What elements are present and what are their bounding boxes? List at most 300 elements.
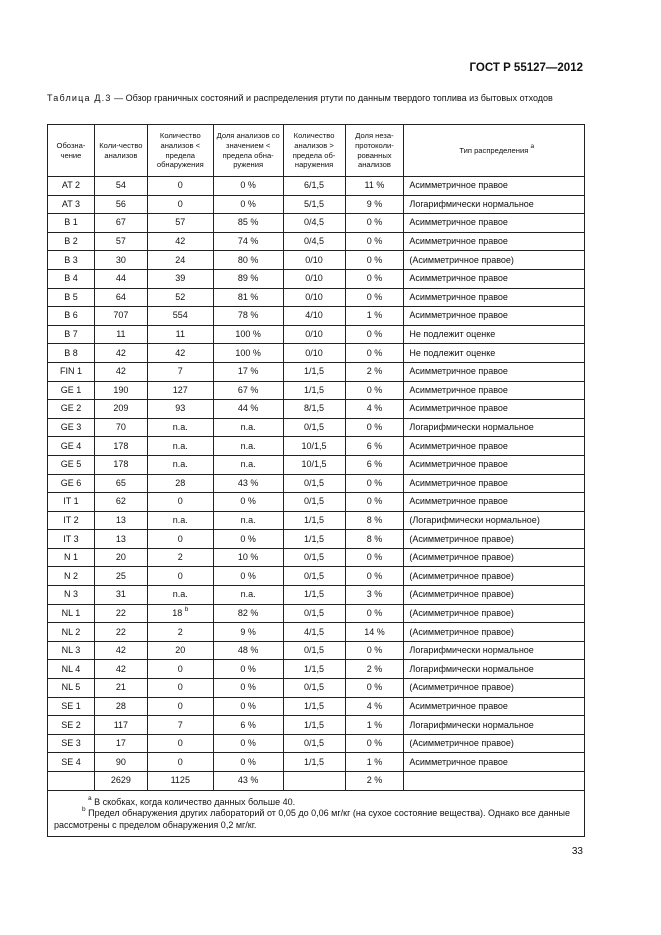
table-cell bbox=[94, 753, 147, 772]
table-cell bbox=[404, 474, 585, 493]
table-cell bbox=[48, 288, 95, 307]
table-cell-value: B 5 bbox=[64, 291, 78, 302]
table-cell-value: n.a. bbox=[172, 589, 188, 600]
table-cell-value: 52 bbox=[175, 291, 186, 302]
table-cell-value: 89 % bbox=[237, 273, 259, 284]
table-cell-value: 117 bbox=[113, 719, 129, 730]
table-cell bbox=[48, 474, 95, 493]
table-cell-value: 0 bbox=[177, 570, 183, 581]
table-cell-value: AT 2 bbox=[61, 180, 81, 191]
table-row bbox=[48, 269, 585, 288]
table-row bbox=[48, 641, 585, 660]
table-cell-value: 67 % bbox=[237, 384, 259, 395]
table-row bbox=[48, 381, 585, 400]
table-cell bbox=[48, 716, 95, 735]
table-cell bbox=[404, 307, 585, 326]
col-header-above-limit-count: Количество анализов > предела об-наружения bbox=[283, 125, 345, 177]
table-cell-value: Логарифмически нормальное bbox=[409, 663, 534, 674]
table-cell-value: IT 3 bbox=[63, 533, 79, 544]
table-cell bbox=[283, 548, 345, 567]
table-cell-value: 178 bbox=[113, 459, 129, 470]
table-cell-value: 10/1,5 bbox=[301, 440, 327, 451]
table-cell-value: 1/1,5 bbox=[304, 366, 325, 377]
table-cell bbox=[48, 418, 95, 437]
table-cell-value: 9 % bbox=[366, 198, 383, 209]
table-cell-value: (Асимметричное правое) bbox=[409, 552, 514, 563]
table-cell bbox=[147, 567, 213, 586]
table-cell-value: 1/1,5 bbox=[304, 533, 325, 544]
table-row bbox=[48, 325, 585, 344]
table-cell-value: 20 bbox=[175, 645, 186, 656]
table-cell bbox=[48, 604, 95, 623]
table-cell-value: 20 bbox=[115, 552, 126, 563]
document-code: ГОСТ Р 55127—2012 bbox=[469, 62, 583, 74]
table-cell-value: Логарифмически нормальное bbox=[409, 422, 534, 433]
table-cell-value: 42 bbox=[115, 663, 126, 674]
table-cell bbox=[147, 251, 213, 270]
table-cell bbox=[147, 474, 213, 493]
table-cell bbox=[213, 474, 283, 493]
footnote-row bbox=[48, 790, 585, 837]
table-cell bbox=[404, 232, 585, 251]
table-cell-value: NL 2 bbox=[61, 626, 81, 637]
table-cell bbox=[94, 362, 147, 381]
table-cell bbox=[213, 586, 283, 605]
table-cell bbox=[48, 307, 95, 326]
table-cell-value: 0/4,5 bbox=[304, 217, 325, 228]
table-row bbox=[48, 697, 585, 716]
table-cell-value: 0/10 bbox=[305, 273, 323, 284]
table-cell-value: 80 % bbox=[237, 254, 259, 265]
table-cell bbox=[213, 418, 283, 437]
footnote-a-mark: a bbox=[88, 794, 92, 802]
table-cell bbox=[147, 716, 213, 735]
table-cell bbox=[283, 400, 345, 419]
table-cell-value: 100 % bbox=[235, 329, 261, 340]
table-cell bbox=[404, 604, 585, 623]
table-cell-value: 0 bbox=[177, 496, 183, 507]
table-cell-value: Асимметричное правое bbox=[409, 384, 508, 395]
table-cell-value: NL 1 bbox=[61, 607, 81, 618]
total-cell bbox=[147, 772, 213, 791]
table-cell bbox=[345, 232, 404, 251]
table-cell bbox=[48, 325, 95, 344]
table-cell bbox=[345, 679, 404, 698]
table-cell bbox=[213, 455, 283, 474]
table-cell-value: 28 bbox=[175, 477, 186, 488]
table-cell-value: GE 1 bbox=[60, 384, 82, 395]
table-cell bbox=[48, 697, 95, 716]
table-cell-value: 1/1,5 bbox=[304, 700, 325, 711]
table-cell-value: 4/10 bbox=[305, 310, 323, 321]
table-cell bbox=[94, 214, 147, 233]
table-cell-value: 0 % bbox=[240, 570, 256, 581]
table-cell bbox=[94, 325, 147, 344]
table-cell bbox=[404, 753, 585, 772]
table-cell bbox=[213, 177, 283, 196]
table-cell-value: 4 % bbox=[366, 700, 383, 711]
table-cell bbox=[404, 586, 585, 605]
table-cell bbox=[404, 195, 585, 214]
header-row bbox=[48, 125, 585, 177]
table-row bbox=[48, 232, 585, 251]
table-cell-value: 0/4,5 bbox=[304, 236, 325, 247]
table-cell bbox=[404, 455, 585, 474]
table-cell-value: 0 % bbox=[366, 347, 383, 358]
table-row bbox=[48, 716, 585, 735]
table-cell bbox=[213, 362, 283, 381]
table-cell bbox=[94, 660, 147, 679]
table-caption-text: — Обзор граничных состояний и распределения ртути по данным твердого топлива из бытовых отходов bbox=[111, 93, 553, 103]
table-cell bbox=[283, 567, 345, 586]
table-cell-value: n.a. bbox=[172, 514, 188, 525]
table-cell bbox=[404, 641, 585, 660]
table-cell-value: (Асимметричное правое) bbox=[409, 738, 514, 749]
table-cell-value: 1/1,5 bbox=[304, 384, 325, 395]
table-cell bbox=[94, 567, 147, 586]
table-cell bbox=[345, 716, 404, 735]
table-cell-value: SE 2 bbox=[61, 719, 81, 730]
table-cell-value: 31 bbox=[115, 589, 126, 600]
table-cell-value: 44 % bbox=[237, 403, 259, 414]
table-cell bbox=[147, 679, 213, 698]
table-cell-value: 127 bbox=[172, 384, 188, 395]
table-cell-value: 0 bbox=[177, 756, 183, 767]
table-cell-value: n.a. bbox=[240, 514, 256, 525]
table-cell-value: (Асимметричное правое) bbox=[409, 626, 514, 637]
table-cell bbox=[404, 269, 585, 288]
table-cell-value: 0 bbox=[177, 198, 183, 209]
table-row bbox=[48, 679, 585, 698]
table-cell-value: 57 bbox=[175, 217, 186, 228]
table-cell-value: 43 % bbox=[237, 477, 259, 488]
total-cell bbox=[345, 772, 404, 791]
col-header-distribution-type-label: Тип распределения bbox=[459, 145, 529, 155]
table-cell-value: 1/1,5 bbox=[304, 514, 325, 525]
table-cell bbox=[48, 232, 95, 251]
table-cell bbox=[94, 641, 147, 660]
table-cell-value: Асимметричное правое bbox=[409, 756, 508, 767]
table-cell bbox=[283, 325, 345, 344]
table-cell bbox=[345, 455, 404, 474]
table-cell bbox=[283, 214, 345, 233]
table-cell-value: (Асимметричное правое) bbox=[409, 607, 514, 618]
table-cell bbox=[147, 232, 213, 251]
table-cell bbox=[404, 679, 585, 698]
table-cell-value: 67 bbox=[115, 217, 126, 228]
table-cell bbox=[345, 214, 404, 233]
table-cell bbox=[345, 734, 404, 753]
table-cell-value: 0/1,5 bbox=[304, 607, 325, 618]
table-cell-value: n.a. bbox=[172, 422, 188, 433]
table-cell bbox=[147, 288, 213, 307]
table-cell-value: 81 % bbox=[237, 291, 259, 302]
table-cell bbox=[147, 511, 213, 530]
table-cell-value: 1/1,5 bbox=[304, 719, 325, 730]
total-row bbox=[48, 772, 585, 791]
table-cell-value: 7 bbox=[177, 366, 183, 377]
table-cell bbox=[147, 493, 213, 512]
table-cell-value: 78 % bbox=[237, 310, 259, 321]
table-cell-value: Асимметричное правое bbox=[409, 310, 508, 321]
table-cell bbox=[404, 493, 585, 512]
table-cell-value: 0 % bbox=[366, 254, 383, 265]
table-cell bbox=[345, 307, 404, 326]
table-cell bbox=[147, 641, 213, 660]
table-cell bbox=[48, 660, 95, 679]
table-cell bbox=[94, 697, 147, 716]
table-cell-value: N 3 bbox=[63, 589, 78, 600]
table-cell bbox=[147, 400, 213, 419]
table-cell bbox=[94, 511, 147, 530]
table-cell bbox=[213, 269, 283, 288]
table-row bbox=[48, 548, 585, 567]
table-cell-value: 0 % bbox=[240, 533, 256, 544]
page-number: 33 bbox=[571, 846, 583, 857]
table-cell bbox=[147, 214, 213, 233]
table-cell-value: 0/10 bbox=[305, 329, 323, 340]
table-cell-value: 4 % bbox=[366, 403, 383, 414]
mercury-distribution-table bbox=[47, 124, 585, 837]
table-cell bbox=[404, 660, 585, 679]
table-cell bbox=[147, 697, 213, 716]
table-cell bbox=[404, 623, 585, 642]
table-cell bbox=[345, 753, 404, 772]
table-caption bbox=[47, 92, 585, 104]
col-header-below-limit-share: Доля анализов со значением < предела обна-ружения bbox=[213, 125, 283, 177]
total-cell-value: 1125 bbox=[170, 775, 190, 786]
table-cell bbox=[404, 548, 585, 567]
table-cell-value: 0 % bbox=[240, 198, 256, 209]
table-cell bbox=[48, 511, 95, 530]
table-cell-value: 0 % bbox=[240, 663, 256, 674]
table-cell bbox=[213, 288, 283, 307]
table-cell bbox=[94, 177, 147, 196]
table-cell bbox=[94, 679, 147, 698]
table-cell bbox=[213, 511, 283, 530]
table-cell bbox=[147, 455, 213, 474]
table-cell bbox=[283, 251, 345, 270]
table-cell-value: n.a. bbox=[240, 422, 256, 433]
table-cell bbox=[213, 641, 283, 660]
table-cell bbox=[404, 214, 585, 233]
col-header-distribution-type bbox=[404, 125, 585, 177]
table-cell bbox=[48, 437, 95, 456]
table-cell bbox=[283, 641, 345, 660]
table-cell-value: 0 % bbox=[366, 738, 383, 749]
table-cell-value: NL 5 bbox=[61, 682, 81, 693]
table-cell-value: 7 bbox=[177, 719, 183, 730]
table-cell-value: 0 bbox=[177, 738, 183, 749]
table-cell-value: 0 % bbox=[366, 422, 383, 433]
table-cell bbox=[213, 344, 283, 363]
table-cell-value: 0 % bbox=[240, 756, 256, 767]
total-cell bbox=[94, 772, 147, 791]
table-cell-value: 0/1,5 bbox=[304, 552, 325, 563]
table-cell-value: Не подлежит оценке bbox=[409, 329, 496, 340]
table-cell-value: B 7 bbox=[64, 329, 78, 340]
table-cell-value: 17 % bbox=[237, 366, 259, 377]
table-cell bbox=[213, 716, 283, 735]
table-cell bbox=[94, 195, 147, 214]
table-cell-value: GE 4 bbox=[60, 440, 82, 451]
table-row bbox=[48, 288, 585, 307]
table-cell bbox=[213, 437, 283, 456]
table-cell bbox=[283, 511, 345, 530]
table-cell bbox=[94, 251, 147, 270]
table-cell bbox=[48, 734, 95, 753]
table-row bbox=[48, 307, 585, 326]
table-row bbox=[48, 418, 585, 437]
table-cell bbox=[48, 455, 95, 474]
table-cell bbox=[283, 679, 345, 698]
table-cell bbox=[48, 753, 95, 772]
total-cell bbox=[404, 772, 585, 791]
table-cell-value: 10/1,5 bbox=[301, 459, 327, 470]
table-cell-value: 13 bbox=[115, 533, 126, 544]
table-cell-value: 56 bbox=[115, 198, 126, 209]
table-cell-value: 0 % bbox=[366, 291, 383, 302]
table-cell bbox=[404, 400, 585, 419]
table-cell bbox=[404, 344, 585, 363]
table-cell bbox=[147, 586, 213, 605]
table-cell bbox=[147, 530, 213, 549]
table-cell-value: GE 3 bbox=[60, 422, 82, 433]
table-cell-value: N 1 bbox=[63, 552, 78, 563]
table-row bbox=[48, 511, 585, 530]
table-cell-value: 13 bbox=[115, 514, 126, 525]
table-cell-value: 209 bbox=[113, 403, 129, 414]
table-cell-value: 1/1,5 bbox=[304, 589, 325, 600]
table-row bbox=[48, 660, 585, 679]
table-row bbox=[48, 195, 585, 214]
total-cell-value: 43 % bbox=[237, 775, 259, 786]
table-cell-value: 18 bbox=[172, 607, 183, 618]
table-cell-value: Асимметричное правое bbox=[409, 273, 508, 284]
table-cell bbox=[283, 474, 345, 493]
table-cell-value: 11 bbox=[175, 329, 185, 340]
table-cell bbox=[213, 660, 283, 679]
table-row bbox=[48, 251, 585, 270]
table-cell bbox=[94, 474, 147, 493]
table-cell-value: B 3 bbox=[64, 254, 78, 265]
table-cell-value: 44 bbox=[115, 273, 126, 284]
table-cell bbox=[283, 697, 345, 716]
table-cell bbox=[345, 493, 404, 512]
table-cell-value: (Асимметричное правое) bbox=[409, 570, 514, 581]
table-cell bbox=[404, 530, 585, 549]
table-cell-value: 0 % bbox=[240, 180, 256, 191]
table-cell bbox=[94, 734, 147, 753]
table-cell-value: 54 bbox=[115, 180, 126, 191]
table-cell bbox=[283, 604, 345, 623]
table-cell bbox=[345, 530, 404, 549]
total-cell bbox=[48, 772, 95, 791]
table-cell-value: 6 % bbox=[240, 719, 256, 730]
table-cell bbox=[94, 288, 147, 307]
table-cell-value: SE 3 bbox=[61, 738, 81, 749]
table-cell bbox=[345, 660, 404, 679]
table-cell bbox=[48, 251, 95, 270]
table-cell-value: B 8 bbox=[64, 347, 78, 358]
table-cell bbox=[345, 604, 404, 623]
table-cell bbox=[48, 381, 95, 400]
table-cell bbox=[345, 623, 404, 642]
table-cell bbox=[94, 716, 147, 735]
table-row bbox=[48, 753, 585, 772]
table-cell bbox=[94, 493, 147, 512]
table-cell-value: 0 % bbox=[366, 682, 383, 693]
table-cell-value: 1 % bbox=[366, 756, 383, 767]
table-cell-value: 0/10 bbox=[305, 291, 323, 302]
table-cell-value: 70 bbox=[115, 422, 126, 433]
table-cell bbox=[345, 418, 404, 437]
table-cell bbox=[147, 362, 213, 381]
table-cell bbox=[94, 530, 147, 549]
table-cell bbox=[404, 511, 585, 530]
table-cell-value: Асимметричное правое bbox=[409, 700, 508, 711]
table-cell-value: 6 % bbox=[366, 459, 383, 470]
table-cell-value: 57 bbox=[115, 236, 126, 247]
table-cell bbox=[404, 567, 585, 586]
table-cell bbox=[213, 679, 283, 698]
table-cell-value: Асимметричное правое bbox=[409, 440, 508, 451]
table-cell bbox=[283, 418, 345, 437]
table-cell bbox=[48, 400, 95, 419]
table-cell-value: 0 % bbox=[366, 384, 383, 395]
table-cell-value: Асимметричное правое bbox=[409, 477, 508, 488]
table-cell bbox=[213, 307, 283, 326]
table-cell-value: 0/1,5 bbox=[304, 570, 325, 581]
footnote-a-text: В скобках, когда количество данных больше 40. bbox=[91, 796, 296, 807]
table-cell-value: 65 bbox=[115, 477, 126, 488]
table-cell-value: 0 % bbox=[366, 496, 383, 507]
table-cell bbox=[147, 177, 213, 196]
table-cell bbox=[48, 548, 95, 567]
table-cell-value: 11 % bbox=[364, 180, 385, 191]
table-cell-value: Логарифмически нормальное bbox=[409, 719, 534, 730]
table-cell-value: 21 bbox=[115, 682, 126, 693]
table-row bbox=[48, 344, 585, 363]
table-cell bbox=[404, 716, 585, 735]
table-cell-value: 42 bbox=[175, 347, 186, 358]
col-header-below-limit-count: Количество анализов < предела обнаружения bbox=[147, 125, 213, 177]
table-cell-value: n.a. bbox=[172, 440, 188, 451]
table-cell bbox=[147, 418, 213, 437]
table-row bbox=[48, 623, 585, 642]
table-cell-value: Асимметричное правое bbox=[409, 180, 508, 191]
table-cell bbox=[283, 437, 345, 456]
table-cell bbox=[283, 586, 345, 605]
table-cell-value: 93 bbox=[175, 403, 186, 414]
table-cell bbox=[48, 195, 95, 214]
table-cell-value: Асимметричное правое bbox=[409, 496, 508, 507]
table-cell-value: 8 % bbox=[366, 533, 383, 544]
table-cell bbox=[345, 511, 404, 530]
table-row bbox=[48, 455, 585, 474]
table-cell-value: 14 % bbox=[364, 626, 385, 637]
table-cell-value: 0/10 bbox=[305, 347, 323, 358]
table-cell bbox=[404, 734, 585, 753]
table-cell bbox=[147, 548, 213, 567]
table-row bbox=[48, 586, 585, 605]
table-cell bbox=[404, 362, 585, 381]
table-cell-value: 0 % bbox=[240, 738, 256, 749]
table-cell-value: 0 % bbox=[366, 607, 383, 618]
table-row bbox=[48, 177, 585, 196]
table-cell-value: 48 % bbox=[237, 645, 259, 656]
table-cell-value: 0 bbox=[177, 700, 183, 711]
